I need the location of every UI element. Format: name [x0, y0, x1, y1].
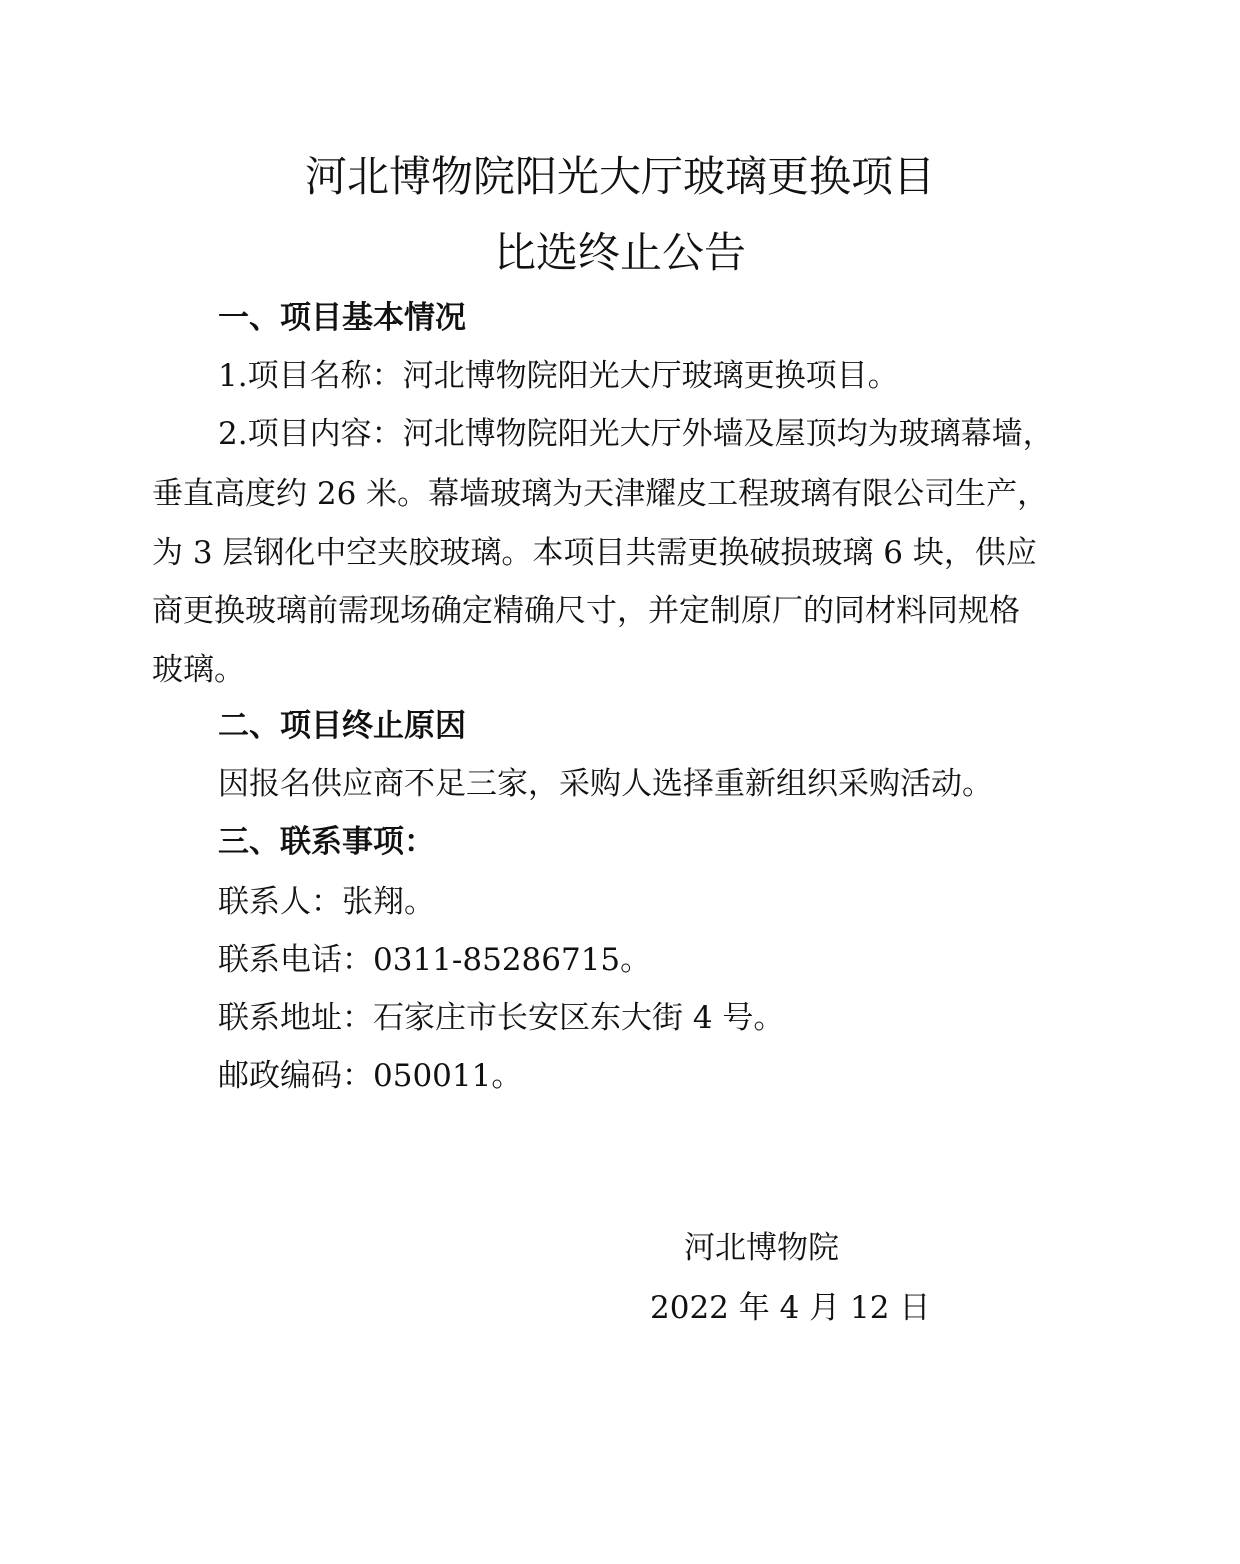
contact-address: 联系地址：石家庄市长安区东大街 4 号。 — [218, 1000, 785, 1036]
section3-heading: 三、联系事项： — [218, 824, 435, 860]
contact-person: 联系人：张翔。 — [218, 884, 435, 920]
postal-code: 邮政编码：050011。 — [218, 1058, 523, 1094]
termination-reason: 因报名供应商不足三家，采购人选择重新组织采购活动。 — [218, 766, 993, 802]
project-content-line2: 垂直高度约 26 米。幕墙玻璃为天津耀皮工程玻璃有限公司生产， — [152, 476, 1049, 512]
document-title-line1: 河北博物院阳光大厅玻璃更换项目 — [304, 152, 935, 201]
project-name-item: 1.项目名称：河北博物院阳光大厅玻璃更换项目。 — [218, 358, 899, 394]
project-content-line4: 商更换玻璃前需现场确定精确尺寸，并定制原厂的同材料同规格 — [152, 593, 1020, 629]
signature-date: 2022 年 4 月 12 日 — [650, 1290, 931, 1326]
project-content-line3: 为 3 层钢化中空夹胶玻璃。本项目共需更换破损玻璃 6 块，供应 — [152, 535, 1037, 571]
contact-phone: 联系电话：0311-85286715。 — [218, 942, 652, 978]
section2-heading: 二、项目终止原因 — [218, 708, 466, 744]
project-content-line1: 2.项目内容：河北博物院阳光大厅外墙及屋顶均为玻璃幕墙， — [218, 416, 1054, 452]
section1-heading: 一、项目基本情况 — [218, 300, 466, 336]
project-content-line5: 玻璃。 — [152, 652, 245, 688]
document-title-line2: 比选终止公告 — [493, 228, 746, 277]
signature-organization: 河北博物院 — [684, 1230, 839, 1266]
